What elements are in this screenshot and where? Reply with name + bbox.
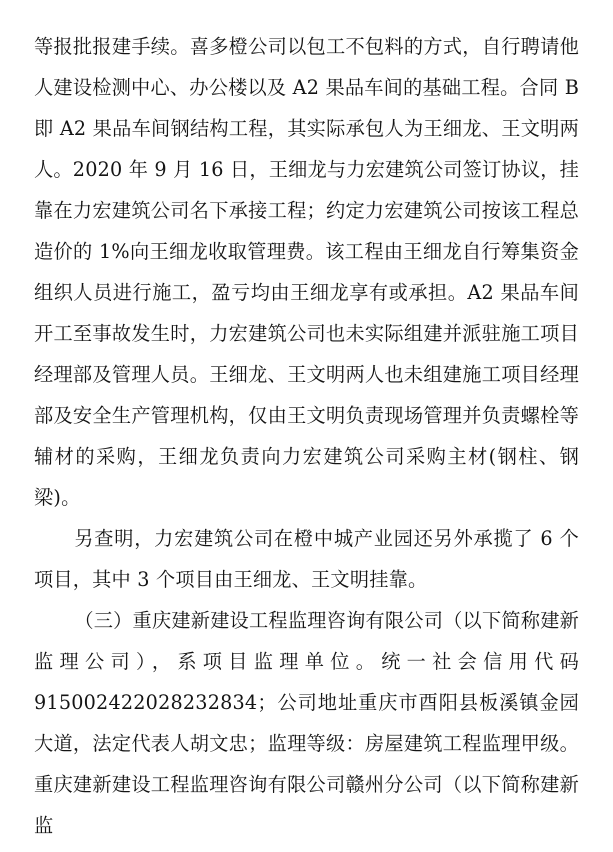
paragraph: 另查明，力宏建筑公司在橙中城产业园还另外承揽了 6 个项目，其中 3 个项目由王细龙、王文明挂靠。 [34,527,579,591]
paragraph: （三）重庆建新建设工程监理咨询有限公司（以下简称建新监理公司），系项目监理单位。统一社会信用代码915002422028232834；公司地址重庆市酉阳县板溪镇金园大道，法定代表人胡文忠；监理等级：房屋建筑工程监理甲级。重庆建新建设工程监理咨询有限公司赣州分公司（以下简称建新监 [34,609,579,837]
paragraph: 等报批报建手续。喜多橙公司以包工不包料的方式，自行聘请他人建设检测中心、办公楼以及 A2 果品车间的基础工程。合同 B 即 A2 果品车间钢结构工程，其实际承包人为王细龙、王文明两人。2020 年 9 月 16 日，王细龙与力宏建筑公司签订协议，挂靠在力宏建筑公司名下承接工程；约定力宏建筑公司按该工程总造价的 1%向王细龙收取管理费。该工程由王细龙自行筹集资金组织人员进行施工，盈亏均由王细龙享有或承担。A2 果品车间开工至事故发生时，力宏建筑公司也未实际组建并派驻施工项目经理部及管理人员。王细龙、王文明两人也未组建施工项目经理部及安全生产管理机构，仅由王文明负责现场管理并负责螺栓等辅材的采购，王细龙负责向力宏建筑公司采购主材(钢柱、钢梁)。 [34,35,579,509]
document-body [34,26,579,846]
